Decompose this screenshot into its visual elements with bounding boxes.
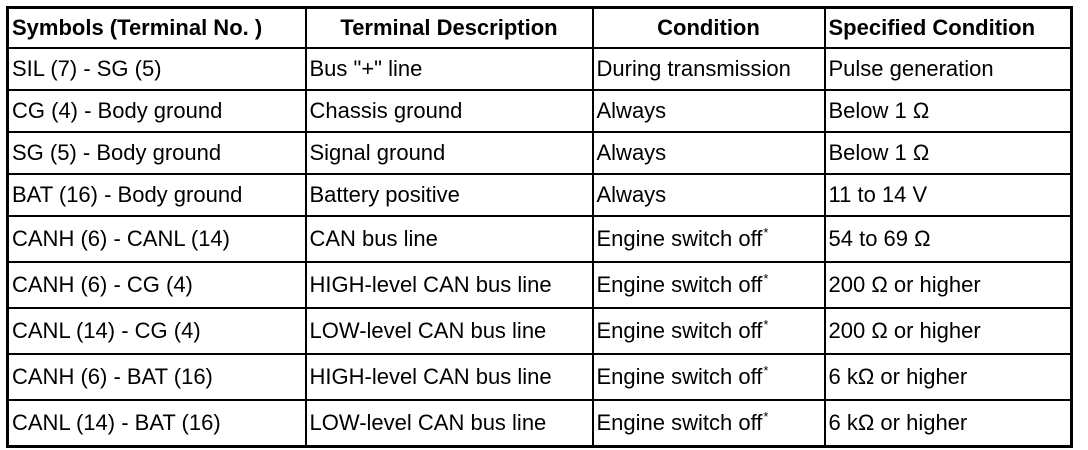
symbol-cell: CANL (14) - CG (4) <box>8 308 306 354</box>
table-row <box>8 132 1072 174</box>
specified-cell: 6 kΩ or higher <box>825 354 1072 400</box>
footnote-marker: * <box>763 271 769 286</box>
table-row <box>8 216 1072 262</box>
condition-text: Engine switch off <box>596 318 763 343</box>
header-condition: Condition <box>593 8 825 49</box>
description-cell: Battery positive <box>306 174 593 216</box>
condition-text: Always <box>596 140 667 165</box>
description-cell: CAN bus line <box>306 216 593 262</box>
condition-text: Engine switch off <box>596 226 763 251</box>
footnote-marker: * <box>763 409 769 424</box>
table-row <box>8 262 1072 308</box>
header-terminal-description: Terminal Description <box>306 8 593 49</box>
table-row <box>8 400 1072 447</box>
condition-cell <box>593 400 825 447</box>
symbol-cell: SG (5) - Body ground <box>8 132 306 174</box>
description-cell: Signal ground <box>306 132 593 174</box>
description-cell: HIGH-level CAN bus line <box>306 354 593 400</box>
symbol-cell: CANH (6) - BAT (16) <box>8 354 306 400</box>
condition-cell <box>593 132 825 174</box>
specified-cell: 11 to 14 V <box>825 174 1072 216</box>
condition-cell <box>593 308 825 354</box>
table-row <box>8 90 1072 132</box>
symbol-cell: CANH (6) - CANL (14) <box>8 216 306 262</box>
condition-text: Engine switch off <box>596 410 763 435</box>
symbol-cell: BAT (16) - Body ground <box>8 174 306 216</box>
table-row <box>8 354 1072 400</box>
condition-cell <box>593 90 825 132</box>
header-specified-condition: Specified Condition <box>825 8 1072 49</box>
table-row <box>8 174 1072 216</box>
symbol-cell: SIL (7) - SG (5) <box>8 48 306 90</box>
condition-text: During transmission <box>596 56 791 81</box>
description-cell: LOW-level CAN bus line <box>306 400 593 447</box>
specified-cell: Below 1 Ω <box>825 90 1072 132</box>
description-cell: Chassis ground <box>306 90 593 132</box>
condition-text: Always <box>596 98 667 123</box>
condition-cell <box>593 216 825 262</box>
terminal-spec-table <box>6 6 1073 448</box>
condition-cell <box>593 354 825 400</box>
table-row <box>8 308 1072 354</box>
symbol-cell: CANL (14) - BAT (16) <box>8 400 306 447</box>
specified-cell: 200 Ω or higher <box>825 262 1072 308</box>
symbol-cell: CG (4) - Body ground <box>8 90 306 132</box>
condition-text: Engine switch off <box>596 272 763 297</box>
specified-cell: 6 kΩ or higher <box>825 400 1072 447</box>
specified-cell: Below 1 Ω <box>825 132 1072 174</box>
specified-cell: 200 Ω or higher <box>825 308 1072 354</box>
header-row <box>8 8 1072 49</box>
footnote-marker: * <box>763 363 769 378</box>
description-cell: Bus "+" line <box>306 48 593 90</box>
description-cell: LOW-level CAN bus line <box>306 308 593 354</box>
footnote-marker: * <box>763 317 769 332</box>
specified-cell: Pulse generation <box>825 48 1072 90</box>
header-symbols: Symbols (Terminal No. ) <box>8 8 306 49</box>
condition-text: Engine switch off <box>596 364 763 389</box>
specified-cell: 54 to 69 Ω <box>825 216 1072 262</box>
description-cell: HIGH-level CAN bus line <box>306 262 593 308</box>
symbol-cell: CANH (6) - CG (4) <box>8 262 306 308</box>
condition-cell <box>593 48 825 90</box>
condition-cell <box>593 174 825 216</box>
table-row <box>8 48 1072 90</box>
footnote-marker: * <box>763 225 769 240</box>
condition-text: Always <box>596 182 667 207</box>
condition-cell <box>593 262 825 308</box>
